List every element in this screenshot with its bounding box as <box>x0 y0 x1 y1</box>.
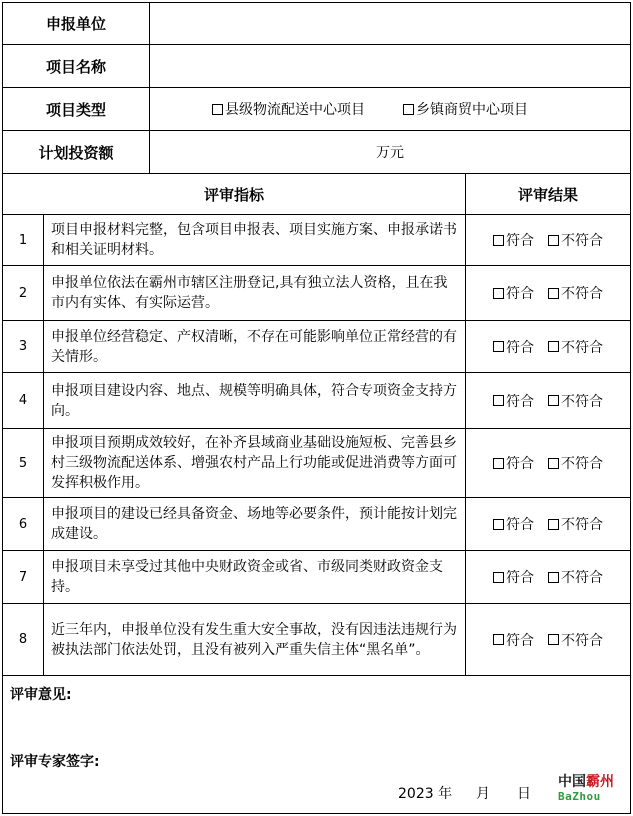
pass-label: 符合 <box>506 570 534 586</box>
pass-option[interactable] <box>493 567 534 587</box>
checkbox-icon <box>548 572 559 583</box>
date-year: 2023 年 <box>398 786 453 802</box>
criterion-number: 1 <box>18 232 28 248</box>
pass-option[interactable] <box>493 391 534 411</box>
pass-label: 符合 <box>506 339 534 356</box>
criterion-result <box>466 373 630 428</box>
pass-option[interactable] <box>493 630 534 650</box>
opinion-label: 评审意见: <box>10 687 72 703</box>
checkbox-icon <box>548 458 559 469</box>
checkbox-icon <box>493 519 504 530</box>
checkbox-icon <box>548 395 559 406</box>
signature-label: 评审专家签字: <box>10 754 100 770</box>
criterion-text: 申报项目未享受过其他中央财政资金或省、市级同类财政资金支持。 <box>51 559 443 595</box>
criterion-number: 8 <box>18 632 28 647</box>
watermark-cn-red: 霸州 <box>586 774 614 790</box>
pass-option[interactable] <box>493 453 534 473</box>
result-header: 评审结果 <box>517 185 578 204</box>
fail-option[interactable] <box>548 283 603 303</box>
criterion-text: 项目申报材料完整，包含项目申报表、项目实施方案、申报承诺书和相关证明材料。 <box>51 222 457 258</box>
fail-label: 不符合 <box>561 393 603 410</box>
watermark-cn <box>558 775 626 789</box>
invest-unit: 万元 <box>376 145 404 161</box>
pass-option[interactable] <box>493 230 534 250</box>
checkbox-icon <box>493 235 504 246</box>
fail-option[interactable] <box>548 230 603 250</box>
checkbox-icon <box>548 235 559 246</box>
date-month: 月 <box>476 786 490 802</box>
pass-option[interactable] <box>493 514 534 534</box>
criterion-result <box>466 266 630 320</box>
unit-label: 申报单位 <box>45 15 106 33</box>
checkbox-icon <box>212 104 223 115</box>
row-divider <box>2 675 631 676</box>
criterion-result <box>466 429 630 497</box>
checkbox-icon <box>403 104 414 115</box>
criteria-header: 评审指标 <box>203 185 264 204</box>
criterion-result <box>466 551 630 603</box>
fail-label: 不符合 <box>561 456 603 472</box>
pass-label: 符合 <box>506 286 534 302</box>
type-options <box>150 88 630 130</box>
pass-option[interactable] <box>493 283 534 303</box>
pass-label: 符合 <box>506 233 534 249</box>
bazhou-watermark-logo <box>558 775 626 809</box>
name-field[interactable] <box>150 45 630 87</box>
type-option-label: 乡镇商贸中心项目 <box>416 102 528 118</box>
checkbox-icon <box>493 634 504 645</box>
criterion-result <box>466 604 630 675</box>
checkbox-icon <box>493 288 504 299</box>
type-label: 项目类型 <box>45 100 106 119</box>
fail-label: 不符合 <box>561 570 603 586</box>
type-option-county[interactable] <box>212 99 365 119</box>
fail-label: 不符合 <box>561 339 603 356</box>
criterion-result <box>466 498 630 550</box>
criterion-number: 5 <box>18 455 28 471</box>
unit-field[interactable] <box>150 3 630 44</box>
checkbox-icon <box>548 288 559 299</box>
pass-label: 符合 <box>506 632 534 649</box>
fail-option[interactable] <box>548 514 603 534</box>
checkbox-icon <box>493 341 504 352</box>
fail-label: 不符合 <box>561 233 603 249</box>
criterion-number: 6 <box>18 516 28 532</box>
watermark-cn-black: 中国 <box>558 774 586 790</box>
watermark-en: BaZhou <box>558 790 601 803</box>
criterion-text: 申报项目的建设已经具备资金、场地等必要条件，预计能按计划完成建设。 <box>51 506 457 542</box>
fail-option[interactable] <box>548 453 603 473</box>
frame-bottom-line <box>2 813 631 814</box>
type-option-label: 县级物流配送中心项目 <box>225 102 365 118</box>
criterion-number: 3 <box>18 339 28 354</box>
checkbox-icon <box>493 458 504 469</box>
criterion-result <box>466 215 630 265</box>
criterion-text: 申报单位依法在霸州市辖区注册登记,具有独立法人资格，且在我市内有实体、有实际运营。 <box>51 275 448 311</box>
fail-option[interactable] <box>548 391 603 411</box>
date-day: 日 <box>517 786 531 802</box>
checkbox-icon <box>493 395 504 406</box>
type-option-township[interactable] <box>403 99 528 119</box>
pass-label: 符合 <box>506 517 534 533</box>
fail-label: 不符合 <box>561 632 603 649</box>
fail-label: 不符合 <box>561 286 603 302</box>
fail-option[interactable] <box>548 337 603 357</box>
invest-label: 计划投资额 <box>38 143 114 162</box>
criterion-text: 申报项目建设内容、地点、规模等明确具体，符合专项资金支持方向。 <box>51 382 457 419</box>
fail-option[interactable] <box>548 567 603 587</box>
frame-right-line <box>630 2 631 814</box>
checkbox-icon <box>548 634 559 645</box>
pass-label: 符合 <box>506 393 534 410</box>
checkbox-icon <box>548 341 559 352</box>
criterion-text: 申报单位经营稳定、产权清晰，不存在可能影响单位正常经营的有关情形。 <box>51 328 457 365</box>
name-label: 项目名称 <box>45 57 106 76</box>
fail-label: 不符合 <box>561 517 603 533</box>
criterion-text: 近三年内，申报单位没有发生重大安全事故，没有因违法违规行为被执法部门依法处罚，且没有被列入严重失信主体“黑名单”。 <box>51 621 457 658</box>
criterion-number: 2 <box>18 285 28 301</box>
fail-option[interactable] <box>548 630 603 650</box>
criterion-number: 7 <box>18 569 28 585</box>
checkbox-icon <box>493 572 504 583</box>
criterion-number: 4 <box>18 393 28 408</box>
checkbox-icon <box>548 519 559 530</box>
pass-option[interactable] <box>493 337 534 357</box>
pass-label: 符合 <box>506 456 534 472</box>
criterion-result <box>466 321 630 372</box>
criterion-text: 申报项目预期成效较好，在补齐县域商业基础设施短板、完善县乡村三级物流配送体系、增强农村产品上行功能或促进消费等方面可发挥积极作用。 <box>51 435 457 491</box>
